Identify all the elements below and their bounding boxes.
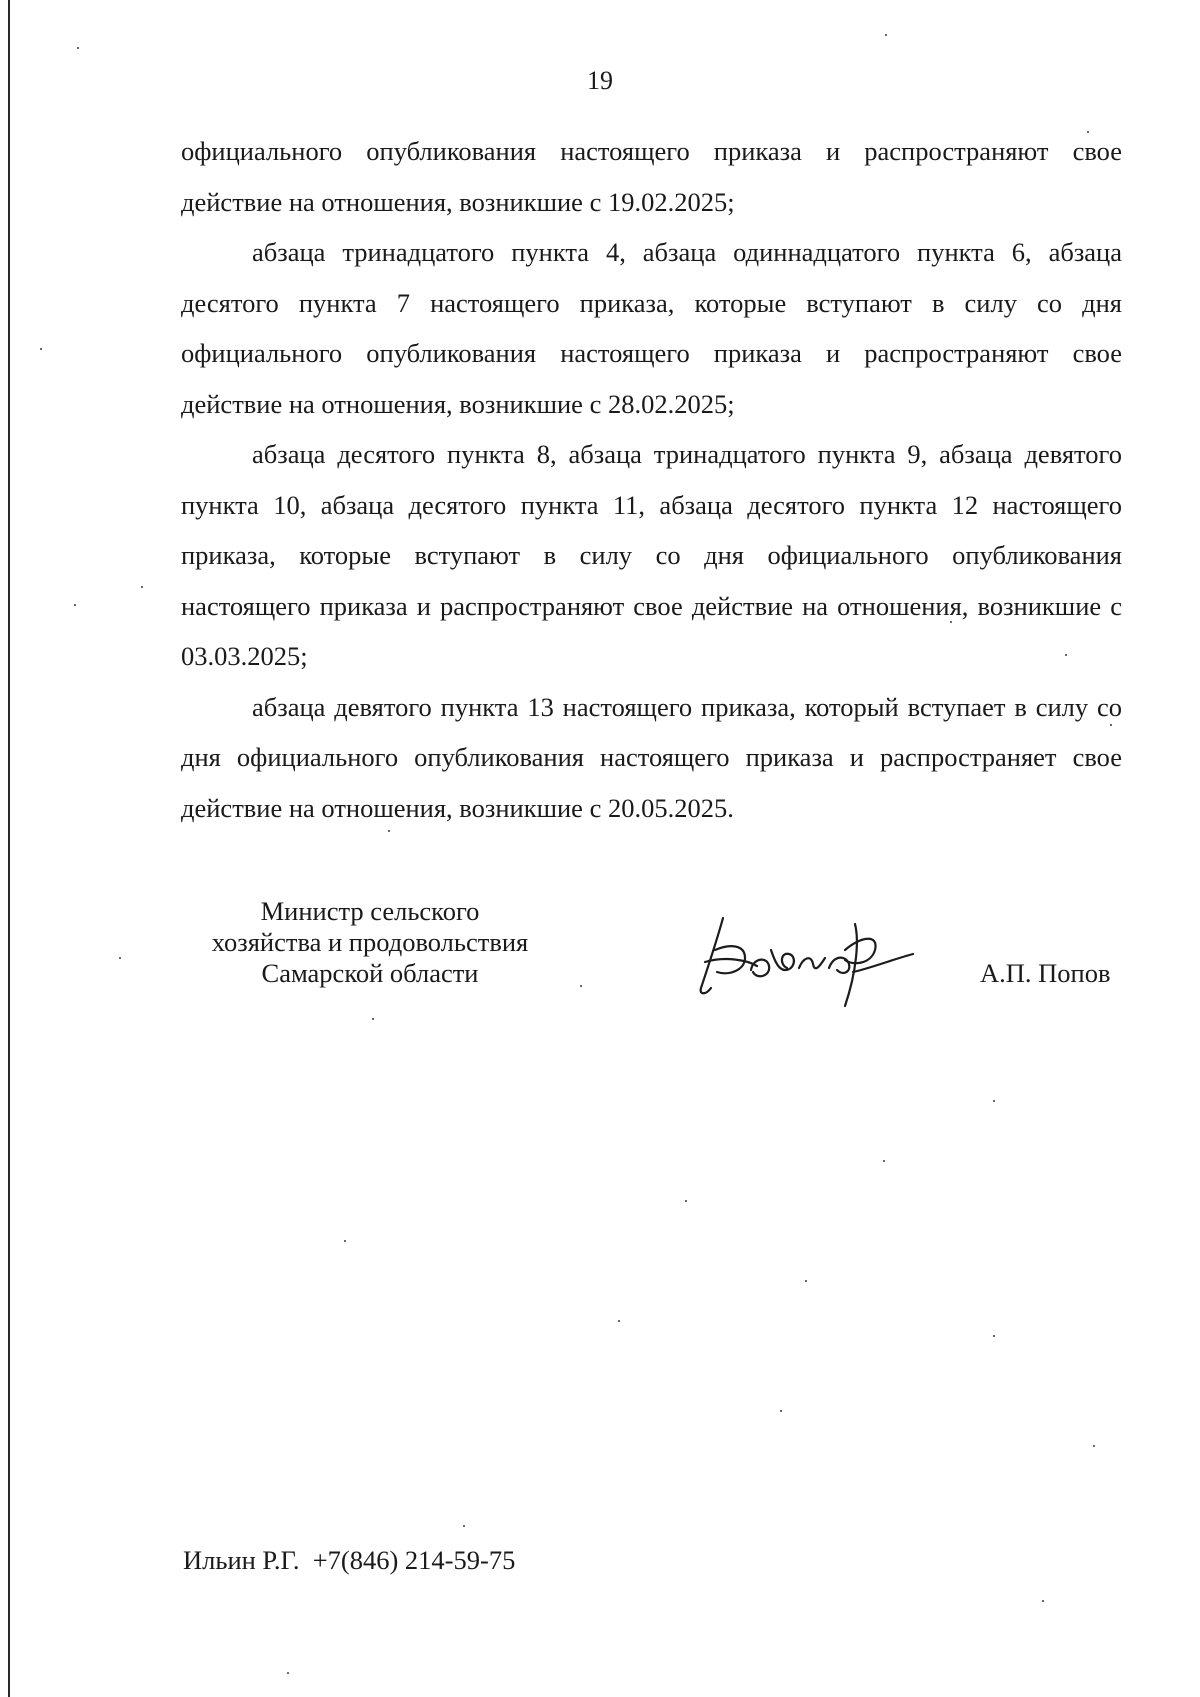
scan-speck <box>287 1672 289 1674</box>
scan-speck <box>580 985 582 987</box>
scan-speck <box>463 1525 465 1527</box>
scan-speck <box>618 1320 620 1322</box>
signatory-name: А.П. Попов <box>980 958 1111 988</box>
handwritten-signature <box>695 910 920 1020</box>
scan-speck <box>993 1100 995 1102</box>
scan-speck <box>805 1280 807 1282</box>
signatory-title-line: Самарской области <box>261 958 479 988</box>
executor-name: Ильин Р.Г. <box>183 1545 300 1575</box>
scan-speck <box>1093 1445 1095 1447</box>
scan-speck <box>77 47 79 49</box>
scan-speck <box>388 830 390 832</box>
document-body <box>181 126 1122 833</box>
scan-speck <box>1065 654 1067 656</box>
signatory-title-line: Министр сельского <box>260 896 480 926</box>
scan-edge-line <box>8 0 10 1697</box>
scan-speck <box>950 621 952 623</box>
scan-speck <box>993 1335 995 1337</box>
executor-phone: +7(846) 214-59-75 <box>312 1545 516 1575</box>
scan-speck <box>685 1200 687 1202</box>
executor-contact <box>183 1545 515 1576</box>
scan-speck <box>119 957 121 959</box>
page-number: 19 <box>587 66 613 95</box>
signatory-title <box>190 896 550 989</box>
signatory-title-line: хозяйства и продовольствия <box>211 927 529 957</box>
scan-speck <box>780 1410 782 1412</box>
paragraph-abzac-8-12: абзаца десятого пункта 8, абзаца тринадцатого пункта 9, абзаца девятого пункта 10, абзаца десятого пункта 11, абзаца десятого пункта 12 настоящего приказа, которые вступают в силу со дня официального опубликования настоящего приказа и распространяют свое действие на отношения, возникшие с 03.03.2025; <box>181 439 1122 671</box>
scan-speck <box>372 1018 374 1020</box>
paragraph-abzac-4-6-7: абзаца тринадцатого пункта 4, абзаца одиннадцатого пункта 6, абзаца десятого пункта 7 настоящего приказа, которые вступают в силу со дня официального опубликования настоящего приказа и распространяют свое действие на отношения, возникшие с 28.02.2025; <box>181 237 1122 419</box>
scan-speck <box>883 1160 885 1162</box>
scan-speck <box>1042 1600 1044 1602</box>
scan-speck <box>1087 131 1089 133</box>
scan-speck <box>74 604 76 606</box>
scan-speck <box>885 34 887 36</box>
scan-speck <box>40 348 42 350</box>
scan-speck <box>344 1240 346 1242</box>
paragraph-abzac-13: абзаца девятого пункта 13 настоящего приказа, который вступает в силу со дня официального опубликования настоящего приказа и распространяет свое действие на отношения, возникшие с 20.05.2025. <box>181 691 1122 823</box>
scan-speck <box>1110 724 1112 726</box>
scan-speck <box>141 586 143 588</box>
paragraph-continuation: официального опубликования настоящего приказа и распространяют свое действие на отношения, возникшие с 19.02.2025; <box>181 136 1122 217</box>
